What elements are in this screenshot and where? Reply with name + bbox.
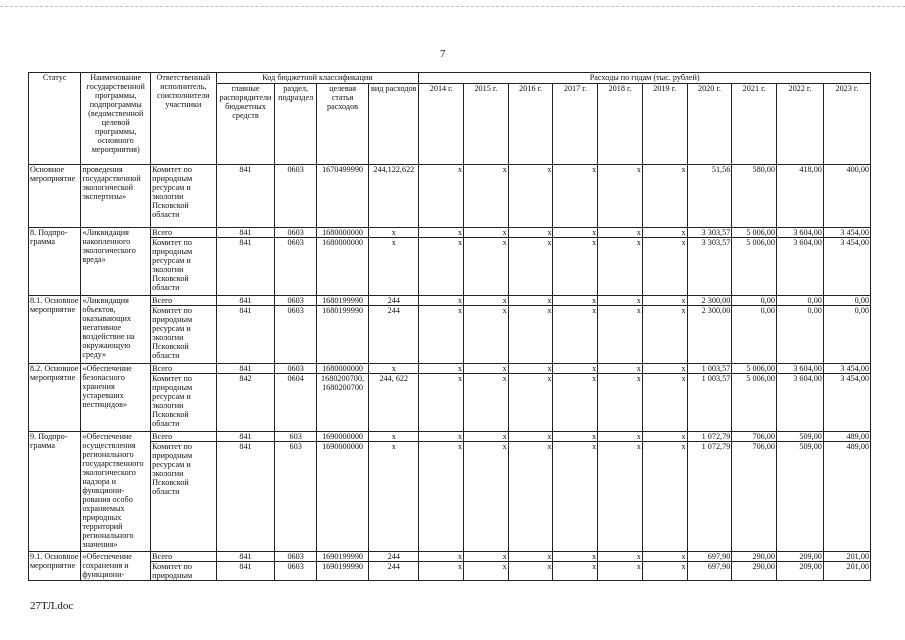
table-row [29, 432, 871, 442]
header-cs: целевая статья расходов [316, 84, 368, 165]
page-number: 7 [440, 48, 446, 60]
row-value: x [642, 552, 687, 562]
row-value: 5 006,00 [732, 238, 777, 296]
row-value: x [464, 306, 509, 364]
row-status: 8.2. Основное мероприятие [29, 364, 81, 432]
row-value: 5 006,00 [732, 228, 777, 238]
header-year: 2023 г. [823, 84, 870, 165]
row-razdel: 0603 [275, 562, 316, 581]
header-year: 2014 г. [419, 84, 464, 165]
row-value: x [598, 364, 643, 374]
row-razdel: 0603 [275, 238, 316, 296]
row-responsible: Комитет по природным [151, 562, 216, 581]
row-value: 290,00 [732, 562, 777, 581]
row-razdel: 0603 [275, 165, 316, 228]
row-value: x [553, 432, 598, 442]
row-value: x [598, 552, 643, 562]
row-value: x [642, 364, 687, 374]
row-value: x [508, 296, 553, 306]
row-value: x [598, 562, 643, 581]
row-value: 5 006,00 [732, 364, 777, 374]
row-value: 51,56 [687, 165, 732, 228]
row-value: 0,00 [823, 296, 870, 306]
row-value: x [553, 374, 598, 432]
row-cs: 1680000000 [316, 238, 368, 296]
row-value: 489,00 [823, 432, 870, 442]
row-value: x [508, 238, 553, 296]
row-value: x [464, 374, 509, 432]
row-status: 8. Подпро-грамма [29, 228, 81, 296]
row-value: x [419, 238, 464, 296]
row-value: 2 300,00 [687, 306, 732, 364]
row-value: 2 300,00 [687, 296, 732, 306]
row-value: 0,00 [776, 306, 823, 364]
row-responsible: Всего [151, 364, 216, 374]
row-value: 489,00 [823, 442, 870, 552]
row-name: «Обеспечение осуществления регионального государственного экологического надзора и функциони-рования особо охраняемых природных территорий регионального значения» [81, 432, 151, 552]
row-responsible: Комитет по природным ресурсам и экологии Псковской области [151, 374, 216, 432]
row-value: x [553, 228, 598, 238]
row-value: x [553, 238, 598, 296]
row-grbs: 841 [216, 562, 275, 581]
row-cs: 1680000000 [316, 228, 368, 238]
row-value: x [508, 228, 553, 238]
row-value: x [553, 364, 598, 374]
row-value: 3 604,00 [776, 374, 823, 432]
row-value: x [642, 238, 687, 296]
row-vr: x [369, 442, 419, 552]
row-value: x [419, 562, 464, 581]
row-grbs: 841 [216, 364, 275, 374]
row-value: 0,00 [823, 306, 870, 364]
row-value: 0,00 [732, 306, 777, 364]
row-vr: 244 [369, 562, 419, 581]
row-grbs: 841 [216, 228, 275, 238]
row-responsible: Комитет по природным ресурсам и экологии Псковской области [151, 165, 216, 228]
row-value: x [642, 374, 687, 432]
table-row [29, 296, 871, 306]
row-value: x [642, 562, 687, 581]
row-value: 509,00 [776, 442, 823, 552]
row-vr: x [369, 228, 419, 238]
row-value: 1 072,79 [687, 432, 732, 442]
row-razdel: 0603 [275, 552, 316, 562]
row-value: 3 454,00 [823, 228, 870, 238]
header-year: 2021 г. [732, 84, 777, 165]
row-responsible: Комитет по природным ресурсам и экологии Псковской области [151, 442, 216, 552]
row-value: 400,00 [823, 165, 870, 228]
row-cs: 1690000000 [316, 432, 368, 442]
row-value: x [419, 432, 464, 442]
header-year: 2022 г. [776, 84, 823, 165]
table-row [29, 364, 871, 374]
budget-table [28, 72, 871, 581]
row-value: 3 604,00 [776, 228, 823, 238]
row-value: x [642, 306, 687, 364]
row-cs: 1690199990 [316, 562, 368, 581]
row-vr: x [369, 364, 419, 374]
row-razdel: 603 [275, 442, 316, 552]
row-vr: 244 [369, 306, 419, 364]
row-value: x [553, 442, 598, 552]
row-status: 9.1. Основное мероприятие [29, 552, 81, 581]
row-grbs: 841 [216, 296, 275, 306]
row-value: x [553, 306, 598, 364]
row-value: 1 072,79 [687, 442, 732, 552]
table-row [29, 552, 871, 562]
header-status: Статус [29, 73, 81, 165]
row-value: x [419, 374, 464, 432]
row-value: x [642, 442, 687, 552]
header-year: 2018 г. [598, 84, 643, 165]
row-value: x [642, 432, 687, 442]
row-value: 1 003,57 [687, 374, 732, 432]
row-value: x [508, 442, 553, 552]
row-value: x [464, 442, 509, 552]
row-vr: x [369, 432, 419, 442]
row-value: 697,90 [687, 552, 732, 562]
row-name: «Ликвидация объектов, оказывающих негативное воздействие на окружающую среду» [81, 296, 151, 364]
table-row [29, 228, 871, 238]
row-value: x [464, 238, 509, 296]
header-kbk: Код бюджетной классификации [216, 73, 419, 84]
row-responsible: Всего [151, 228, 216, 238]
row-cs: 1680000000 [316, 364, 368, 374]
row-value: 509,00 [776, 432, 823, 442]
row-value: x [598, 432, 643, 442]
row-value: 3 454,00 [823, 374, 870, 432]
row-status: Основное мероприятие [29, 165, 81, 228]
table-row [29, 442, 871, 552]
row-value: x [598, 442, 643, 552]
row-value: x [553, 562, 598, 581]
table-row [29, 306, 871, 364]
row-name: «Обеспечение сохранения и функциони- [81, 552, 151, 581]
row-responsible: Всего [151, 296, 216, 306]
row-value: x [553, 165, 598, 228]
table-row [29, 165, 871, 228]
row-name: «Обеспечение безопасного хранения устаревших пестицидов» [81, 364, 151, 432]
row-cs: 1690000000 [316, 442, 368, 552]
document-filename: 27ТЛ.doc [30, 600, 74, 612]
row-razdel: 0603 [275, 306, 316, 364]
row-value: x [598, 228, 643, 238]
row-value: 3 454,00 [823, 238, 870, 296]
row-value: x [419, 442, 464, 552]
row-grbs: 841 [216, 552, 275, 562]
header-expenses: Расходы по годам (тыс. рублей) [419, 73, 871, 84]
row-responsible: Комитет по природным ресурсам и экологии Псковской области [151, 238, 216, 296]
row-value: 3 303,57 [687, 238, 732, 296]
row-value: x [508, 432, 553, 442]
row-value: 706,00 [732, 442, 777, 552]
row-cs: 1680200700, 1680200700 [316, 374, 368, 432]
row-value: 580,00 [732, 165, 777, 228]
header-vr: вид расходов [369, 84, 419, 165]
row-value: 3 454,00 [823, 364, 870, 374]
row-razdel: 0603 [275, 228, 316, 238]
row-razdel: 603 [275, 432, 316, 442]
table-row [29, 562, 871, 581]
row-value: x [464, 432, 509, 442]
row-value: 3 604,00 [776, 238, 823, 296]
row-value: x [419, 552, 464, 562]
row-grbs: 841 [216, 306, 275, 364]
row-razdel: 0603 [275, 364, 316, 374]
row-value: x [419, 364, 464, 374]
row-value: 697,90 [687, 562, 732, 581]
row-value: 0,00 [732, 296, 777, 306]
row-value: x [464, 296, 509, 306]
row-value: x [508, 306, 553, 364]
row-value: x [598, 165, 643, 228]
row-responsible: Всего [151, 432, 216, 442]
row-value: 1 003,57 [687, 364, 732, 374]
row-value: x [508, 364, 553, 374]
scan-top-edge [0, 6, 905, 7]
table-row [29, 238, 871, 296]
row-value: 706,00 [732, 432, 777, 442]
row-value: x [419, 165, 464, 228]
header-responsible: Ответственный исполнитель, соисполнители участники [151, 73, 216, 165]
row-razdel: 0603 [275, 296, 316, 306]
row-value: x [508, 552, 553, 562]
row-grbs: 842 [216, 374, 275, 432]
row-vr: 244 [369, 296, 419, 306]
row-value: 209,00 [776, 562, 823, 581]
row-value: 418,00 [776, 165, 823, 228]
row-value: x [419, 296, 464, 306]
row-value: x [419, 306, 464, 364]
header-year: 2020 г. [687, 84, 732, 165]
row-value: 201,00 [823, 562, 870, 581]
row-value: x [508, 165, 553, 228]
header-razdel: раздел, подраздел [275, 84, 316, 165]
row-vr: 244,122,622 [369, 165, 419, 228]
header-name: Наименование государственной программы, подпрограммы (ведомственной целевой программы, основного мероприятия) [81, 73, 151, 165]
row-value: x [553, 552, 598, 562]
row-cs: 1680199990 [316, 306, 368, 364]
header-year: 2015 г. [464, 84, 509, 165]
header-year: 2016 г. [508, 84, 553, 165]
row-status: 9. Подпро-грамма [29, 432, 81, 552]
row-value: x [598, 306, 643, 364]
row-value: x [642, 228, 687, 238]
row-responsible: Всего [151, 552, 216, 562]
row-value: 0,00 [776, 296, 823, 306]
row-cs: 1690199990 [316, 552, 368, 562]
row-value: x [598, 374, 643, 432]
row-status: 8.1. Основное мероприятие [29, 296, 81, 364]
row-value: x [642, 296, 687, 306]
row-value: 201,00 [823, 552, 870, 562]
row-value: 209,00 [776, 552, 823, 562]
row-value: x [419, 228, 464, 238]
row-value: 290,00 [732, 552, 777, 562]
row-name: «Ликвидация накопленного экологического вреда» [81, 228, 151, 296]
row-grbs: 841 [216, 238, 275, 296]
row-value: x [598, 296, 643, 306]
row-value: x [598, 238, 643, 296]
row-cs: 1680199990 [316, 296, 368, 306]
row-value: 5 006,00 [732, 374, 777, 432]
row-razdel: 0604 [275, 374, 316, 432]
row-value: x [464, 364, 509, 374]
row-grbs: 841 [216, 165, 275, 228]
row-value: x [464, 552, 509, 562]
row-vr: 244 [369, 552, 419, 562]
row-cs: 1670499990 [316, 165, 368, 228]
row-grbs: 841 [216, 442, 275, 552]
row-value: x [553, 296, 598, 306]
header-grbs: главные распорядители бюджетных средств [216, 84, 275, 165]
row-value: x [464, 165, 509, 228]
header-year: 2017 г. [553, 84, 598, 165]
row-grbs: 841 [216, 432, 275, 442]
row-name: проведения государственной экологической экспертизы» [81, 165, 151, 228]
row-value: 3 604,00 [776, 364, 823, 374]
row-value: x [508, 374, 553, 432]
row-value: 3 303,57 [687, 228, 732, 238]
row-value: x [642, 165, 687, 228]
row-responsible: Комитет по природным ресурсам и экологии Псковской области [151, 306, 216, 364]
table-row [29, 374, 871, 432]
row-value: x [508, 562, 553, 581]
row-vr: 244, 622 [369, 374, 419, 432]
header-year: 2019 г. [642, 84, 687, 165]
row-vr: x [369, 238, 419, 296]
row-value: x [464, 562, 509, 581]
row-value: x [464, 228, 509, 238]
